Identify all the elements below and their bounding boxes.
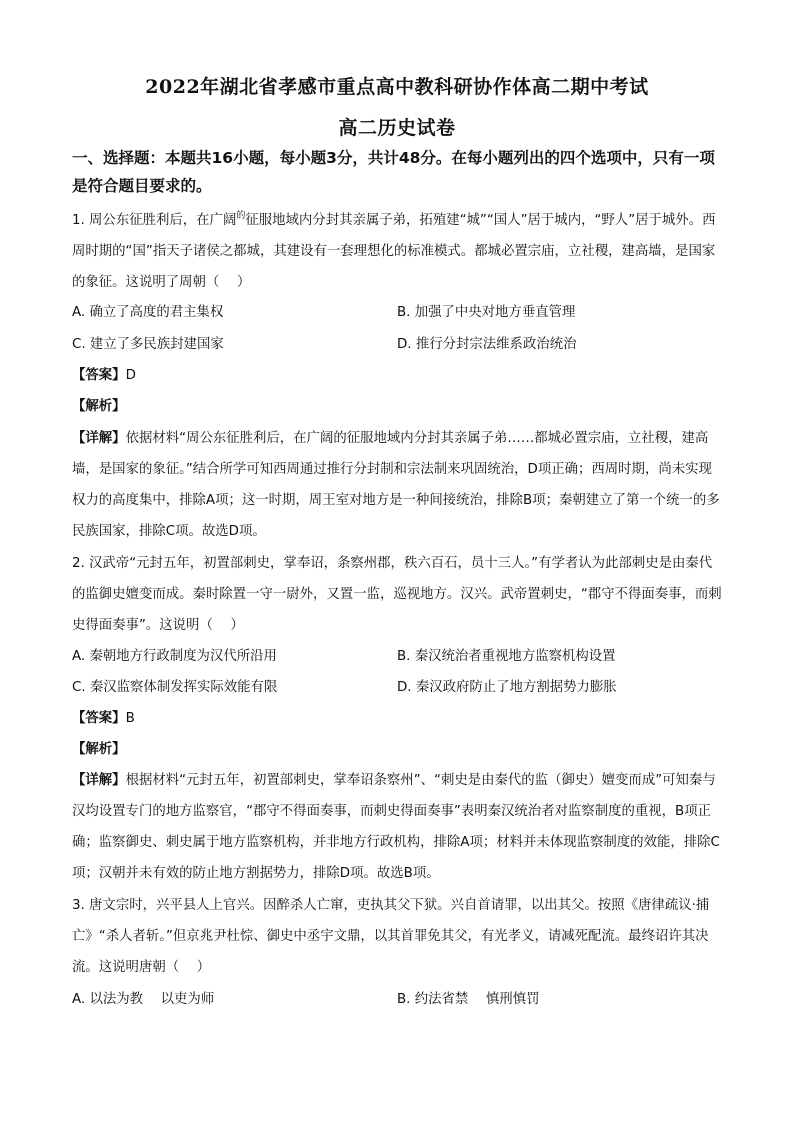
question-2-stem: 2. 汉武帝“元封五年，初置部刺史，掌奉诏，条察州郡，秩六百石，员十三人。”有学者认为此部刺史是由秦代的监御史嬗变而成。秦时除置一守一尉外，又置一监，巡视地方。汉兴。武帝置刺史，“郡守不得面奏事，而刺史得面奏事”。这说明（ ）	[72, 556, 722, 633]
question-1-stem-part: 1. 周公东征胜利后，在广阔	[72, 213, 237, 228]
question-1-stem-sup: 的	[236, 211, 246, 221]
question-3-option-b: B. 约法省禁 慎刑慎罚	[397, 992, 540, 1007]
question-1-stem-part: 征服地域内分封其亲属子弟，拓殖建“城”“国人”居于城内，“野人”居于城外。西周时期的“国”指天子诸侯之都城，其建设有一套理想化的标准模式。都城必置宗庙，立社稷，建高墙，是国家的象征。这说明了周朝（ ）	[72, 213, 716, 290]
exam-subtitle: 高二历史试卷	[338, 117, 456, 139]
question-2-detail	[72, 765, 722, 889]
question-1-detail	[72, 423, 722, 547]
question-1-option-c: C. 建立了多民族封建国家	[72, 337, 224, 352]
question-3-option-a: A. 以法为教 以吏为师	[72, 992, 215, 1007]
question-2-option-d: D. 秦汉政府防止了地方割据势力膨胀	[397, 680, 617, 695]
detail-label: 【详解】	[72, 431, 126, 446]
answer-label: 【答案】	[72, 368, 126, 383]
question-2-option-b: B. 秦汉统治者重视地方监察机构设置	[397, 649, 616, 664]
answer-value: D	[125, 368, 136, 383]
question-2-analysis-label	[72, 740, 126, 760]
question-1-option-a: A. 确立了高度的君主集权	[72, 305, 224, 320]
answer-label: 【答案】	[72, 711, 126, 726]
question-1-option-b: B. 加强了中央对地方垂直管理	[397, 305, 576, 320]
question-2-option-c: C. 秦汉监察体制发挥实际效能有限	[72, 680, 278, 695]
analysis-label: 【解析】	[72, 399, 126, 414]
exam-title: 2022年湖北省孝感市重点高中教科研协作体高二期中考试	[145, 76, 649, 98]
answer-value: B	[125, 711, 135, 726]
detail-label: 【详解】	[72, 773, 126, 788]
question-2-option-a: A. 秦朝地方行政制度为汉代所沿用	[72, 649, 277, 664]
question-1-option-d: D. 推行分封宗法维系政治统治	[397, 337, 577, 352]
detail-text: 依据材料“周公东征胜利后，在广阔的征服地域内分封其亲属子弟……都城必置宗庙，立社稷，建高墙，是国家的象征。”结合所学可知西周通过推行分封制和宗法制来巩固统治，D项正确；西周时期，尚未实现权力的高度集中，排除A项；这一时期，周王室对地方是一种间接统治，排除B项；秦朝建立了第一个统一的多民族国家，排除C项。故选D项。	[72, 431, 720, 539]
section-instructions: 一、选择题：本题共16小题，每小题3分，共计48分。在每小题列出的四个选项中，只有一项是符合题目要求的。	[72, 149, 715, 195]
question-3-stem: 3. 唐文宗时，兴平县人上官兴。因醉杀人亡窜，吏执其父下狱。兴自首请罪，以出其父。按照《唐律疏议·捕亡》“杀人者斩。”但京兆尹杜悰、御史中丞宇文鼎，以其首罪免其父，有光孝义，请减死配流。最终诏许其决流。这说明唐朝（ ）	[72, 898, 710, 975]
question-1-stem	[72, 201, 722, 298]
question-1-answer	[72, 366, 136, 386]
question-2-answer	[72, 709, 135, 729]
detail-text: 根据材料“元封五年，初置部刺史，掌奉诏条察州”、“刺史是由秦代的监（御史）嬗变而成”可知秦与汉均设置专门的地方监察官，“郡守不得面奏事，而刺史得面奏事”表明秦汉统治者对监察制度的重视，B项正确；监察御史、刺史属于地方监察机构，并非地方行政机构，排除A项；材料并未体现监察制度的效能，排除C项；汉朝并未有效的防止地方割据势力，排除D项。故选B项。	[72, 773, 720, 881]
analysis-label: 【解析】	[72, 742, 126, 757]
question-1-analysis-label	[72, 397, 126, 417]
